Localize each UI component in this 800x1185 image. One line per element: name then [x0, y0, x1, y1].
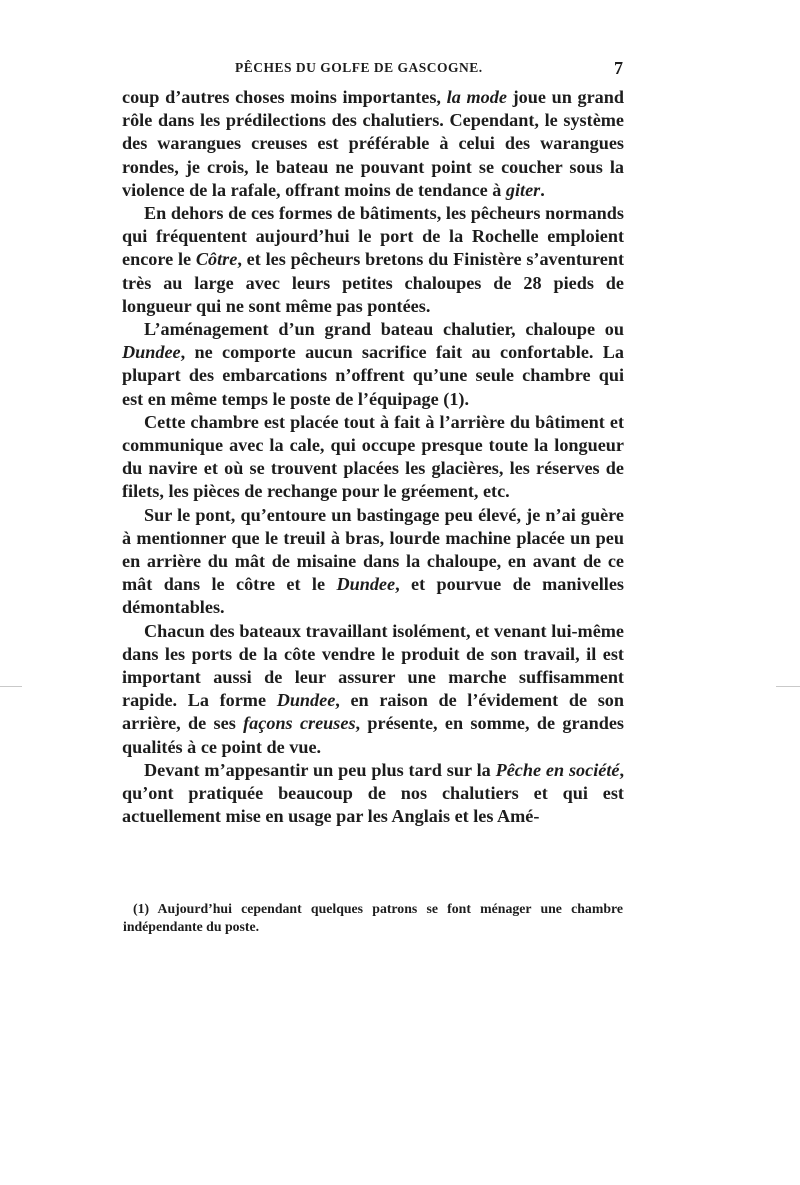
italic-text: Dundee — [122, 342, 181, 363]
paragraph — [122, 86, 624, 202]
text-run: , et les pêcheurs bretons du Finistère s’aventurent très au large avec leurs petites chaloupes de 28 pieds de longueur qui ne sont même pas pontées. — [122, 249, 625, 316]
italic-text: Dundee — [336, 574, 396, 595]
paragraph — [122, 411, 624, 504]
italic-text: Pêche en société — [495, 759, 620, 780]
left-margin-mark — [0, 686, 22, 687]
text-run: En dehors de ces formes de bâtiments, les pêcheurs normands qui fréquentent aujourd’hui le port de la Rochelle emploient encore le — [122, 203, 624, 270]
paragraph — [122, 620, 624, 759]
text-run: coup d’autres choses moins importantes, — [122, 87, 447, 107]
right-margin-mark — [776, 686, 800, 687]
italic-text: Côtre — [195, 249, 238, 270]
text-run: L’aménagement d’un grand bateau chalutier, chaloupe ou — [144, 319, 624, 340]
paragraph — [122, 202, 624, 318]
italic-text: la mode — [446, 87, 507, 107]
running-title: PÊCHES DU GOLFE DE GASCOGNE. — [235, 60, 483, 75]
text-run: , présente, en somme, de grandes qualités à ce point de vue. — [122, 713, 625, 757]
text-run: Chacun des bateaux travaillant isolément, et venant lui-même dans les ports de la côte vendre le produit de son travail, il est important aussi de leur assurer une marche suffisamment rapide. La forme — [122, 620, 624, 711]
text-run: Devant m’appesantir un peu plus tard sur la — [144, 759, 496, 780]
page-header — [123, 60, 623, 82]
footnote — [123, 900, 623, 935]
paragraph — [122, 318, 624, 411]
italic-text: Dundee — [276, 690, 336, 711]
italic-text: façons creuses — [243, 713, 356, 734]
paragraph — [122, 759, 624, 829]
footnote-text: (1) Aujourd’hui cependant quelques patrons se font ménager une chambre indépendante du poste. — [123, 901, 623, 934]
body-text — [122, 86, 624, 829]
text-run: , en raison de l’évidement de son arrière, de ses — [122, 690, 624, 734]
page-number: 7 — [614, 58, 623, 78]
text-run: Cette chambre est placée tout à fait à l’arrière du bâtiment et communique avec la cale, qui occupe presque toute la longueur du navire et où se trouvent placées les glacières, les réserves de filets, les pièces de rechange pour le gréement, etc. — [122, 411, 624, 502]
text-run: . — [540, 179, 545, 200]
text-run: , et pourvue de manivelles démontables. — [122, 574, 624, 618]
italic-text: giter — [505, 179, 541, 200]
text-run: Sur le pont, qu’entoure un bastingage peu élevé, je n’ai guère à mentionner que le treuil à bras, lourde machine placée un peu en arrière du mât de misaine dans la chaloupe, en avant de ce mât dans le côtre et le — [122, 504, 624, 595]
text-run: , ne comporte aucun sacrifice fait au confortable. La plupart des embarcations n’offrent qu’une seule chambre qui est en même temps le poste de l’équipage (1). — [122, 342, 624, 409]
text-run: joue un grand rôle dans les prédilections des chalutiers. Cependant, le système des warangues creuses est préférable à celui des warangues rondes, je crois, le bateau ne pouvant point se coucher sous la violence de la rafale, offrant moins de tendance à — [122, 87, 625, 200]
paragraph — [122, 504, 624, 620]
text-run: , qu’ont pratiquée beaucoup de nos chalutiers et qui est actuellement mise en usage par les Anglais et les Amé- — [122, 759, 625, 827]
